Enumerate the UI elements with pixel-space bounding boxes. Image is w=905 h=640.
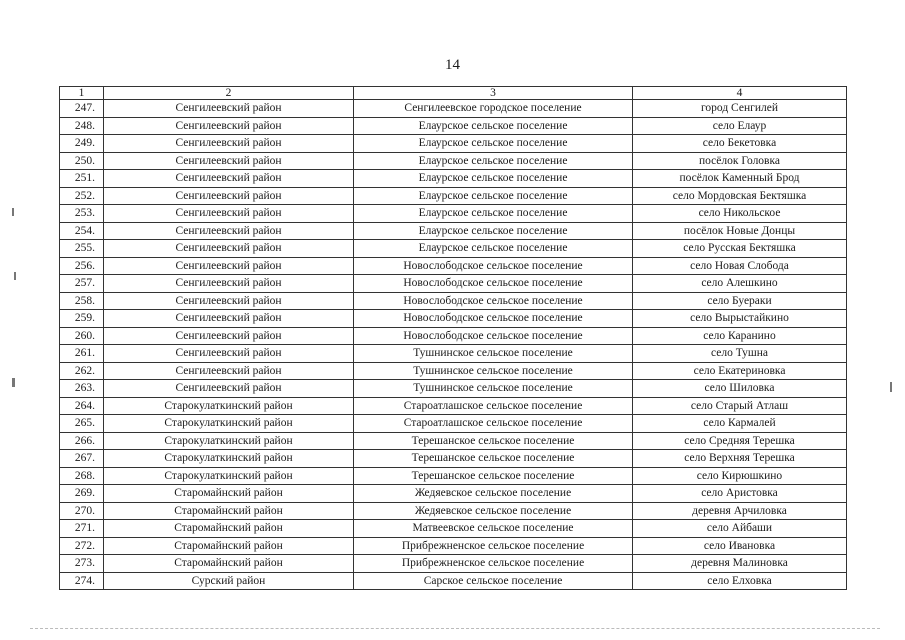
table-row xyxy=(60,187,847,205)
table-row xyxy=(60,240,847,258)
locality-cell: деревня Арчиловка xyxy=(633,502,847,520)
locality-cell: село Ивановка xyxy=(633,537,847,555)
district-cell: Сурский район xyxy=(104,572,354,590)
district-cell: Старомайнский район xyxy=(104,502,354,520)
locality-cell: село Старый Атлаш xyxy=(633,397,847,415)
district-cell: Сенгилеевский район xyxy=(104,310,354,328)
table-row xyxy=(60,257,847,275)
row-number-cell: 263. xyxy=(60,380,104,398)
district-cell: Сенгилеевский район xyxy=(104,240,354,258)
column-header: 3 xyxy=(354,87,633,100)
settlement-cell: Староатлашское сельское поселение xyxy=(354,415,633,433)
row-number-cell: 272. xyxy=(60,537,104,555)
row-number-cell: 262. xyxy=(60,362,104,380)
settlement-cell: Жедяевское сельское поселение xyxy=(354,502,633,520)
table-row xyxy=(60,415,847,433)
settlement-cell: Елаурское сельское поселение xyxy=(354,135,633,153)
settlement-cell: Елаурское сельское поселение xyxy=(354,240,633,258)
table-row xyxy=(60,397,847,415)
row-number-cell: 271. xyxy=(60,520,104,538)
district-cell: Сенгилеевский район xyxy=(104,170,354,188)
settlements-table xyxy=(59,86,847,590)
table-body xyxy=(60,100,847,590)
row-number-cell: 269. xyxy=(60,485,104,503)
table-row xyxy=(60,432,847,450)
scan-mark xyxy=(12,378,15,387)
settlement-cell: Елаурское сельское поселение xyxy=(354,152,633,170)
table-row xyxy=(60,327,847,345)
row-number-cell: 273. xyxy=(60,555,104,573)
settlement-cell: Сарское сельское поселение xyxy=(354,572,633,590)
settlement-cell: Прибрежненское сельское поселение xyxy=(354,555,633,573)
settlement-cell: Сенгилеевское городское поселение xyxy=(354,100,633,118)
row-number-cell: 256. xyxy=(60,257,104,275)
table-row xyxy=(60,572,847,590)
locality-cell: посёлок Головка xyxy=(633,152,847,170)
scan-edge-noise xyxy=(30,628,880,630)
settlement-cell: Елаурское сельское поселение xyxy=(354,170,633,188)
settlement-cell: Новослободское сельское поселение xyxy=(354,257,633,275)
table-row xyxy=(60,310,847,328)
settlement-cell: Терешанское сельское поселение xyxy=(354,467,633,485)
locality-cell: село Елховка xyxy=(633,572,847,590)
table-row xyxy=(60,117,847,135)
settlement-cell: Жедяевское сельское поселение xyxy=(354,485,633,503)
table-row xyxy=(60,152,847,170)
district-cell: Сенгилеевский район xyxy=(104,292,354,310)
table-row xyxy=(60,362,847,380)
district-cell: Старомайнский район xyxy=(104,537,354,555)
table-row xyxy=(60,275,847,293)
district-cell: Старокулаткинский район xyxy=(104,415,354,433)
settlement-cell: Терешанское сельское поселение xyxy=(354,450,633,468)
district-cell: Старокулаткинский район xyxy=(104,467,354,485)
settlement-cell: Новослободское сельское поселение xyxy=(354,327,633,345)
locality-cell: село Буераки xyxy=(633,292,847,310)
table-row xyxy=(60,380,847,398)
district-cell: Сенгилеевский район xyxy=(104,362,354,380)
row-number-cell: 266. xyxy=(60,432,104,450)
locality-cell: село Тушна xyxy=(633,345,847,363)
table-row xyxy=(60,502,847,520)
locality-cell: посёлок Каменный Брод xyxy=(633,170,847,188)
settlement-cell: Елаурское сельское поселение xyxy=(354,187,633,205)
row-number-cell: 255. xyxy=(60,240,104,258)
locality-cell: село Айбаши xyxy=(633,520,847,538)
row-number-cell: 274. xyxy=(60,572,104,590)
settlement-cell: Елаурское сельское поселение xyxy=(354,117,633,135)
locality-cell: село Каранино xyxy=(633,327,847,345)
row-number-cell: 252. xyxy=(60,187,104,205)
locality-cell: село Средняя Терешка xyxy=(633,432,847,450)
table-row xyxy=(60,345,847,363)
district-cell: Сенгилеевский район xyxy=(104,257,354,275)
page-number: 14 xyxy=(445,57,460,73)
district-cell: Старомайнский район xyxy=(104,520,354,538)
locality-cell: село Аристовка xyxy=(633,485,847,503)
locality-cell: село Шиловка xyxy=(633,380,847,398)
district-cell: Сенгилеевский район xyxy=(104,205,354,223)
row-number-cell: 260. xyxy=(60,327,104,345)
scan-mark xyxy=(12,208,14,216)
row-number-cell: 258. xyxy=(60,292,104,310)
locality-cell: село Елаур xyxy=(633,117,847,135)
row-number-cell: 250. xyxy=(60,152,104,170)
district-cell: Сенгилеевский район xyxy=(104,187,354,205)
row-number-cell: 268. xyxy=(60,467,104,485)
settlement-cell: Тушнинское сельское поселение xyxy=(354,345,633,363)
table-row xyxy=(60,537,847,555)
district-cell: Старомайнский район xyxy=(104,485,354,503)
settlement-cell: Тушнинское сельское поселение xyxy=(354,362,633,380)
column-header: 2 xyxy=(104,87,354,100)
district-cell: Старомайнский район xyxy=(104,555,354,573)
district-cell: Сенгилеевский район xyxy=(104,327,354,345)
locality-cell: село Кирюшкино xyxy=(633,467,847,485)
locality-cell: село Мордовская Бектяшка xyxy=(633,187,847,205)
scan-mark xyxy=(890,382,892,392)
table-row xyxy=(60,205,847,223)
locality-cell: село Бекетовка xyxy=(633,135,847,153)
row-number-cell: 251. xyxy=(60,170,104,188)
locality-cell: село Кармалей xyxy=(633,415,847,433)
district-cell: Сенгилеевский район xyxy=(104,152,354,170)
locality-cell: село Новая Слобода xyxy=(633,257,847,275)
column-header: 4 xyxy=(633,87,847,100)
row-number-cell: 254. xyxy=(60,222,104,240)
settlement-cell: Терешанское сельское поселение xyxy=(354,432,633,450)
table-row xyxy=(60,555,847,573)
row-number-cell: 247. xyxy=(60,100,104,118)
row-number-cell: 270. xyxy=(60,502,104,520)
table-row xyxy=(60,170,847,188)
locality-cell: посёлок Новые Донцы xyxy=(633,222,847,240)
row-number-cell: 253. xyxy=(60,205,104,223)
district-cell: Сенгилеевский район xyxy=(104,222,354,240)
table-row xyxy=(60,520,847,538)
row-number-cell: 257. xyxy=(60,275,104,293)
locality-cell: село Екатериновка xyxy=(633,362,847,380)
table-row xyxy=(60,100,847,118)
row-number-cell: 249. xyxy=(60,135,104,153)
settlement-cell: Матвеевское сельское поселение xyxy=(354,520,633,538)
locality-cell: село Русская Бектяшка xyxy=(633,240,847,258)
district-cell: Сенгилеевский район xyxy=(104,380,354,398)
row-number-cell: 264. xyxy=(60,397,104,415)
table-row xyxy=(60,135,847,153)
settlement-cell: Новослободское сельское поселение xyxy=(354,292,633,310)
table-row xyxy=(60,450,847,468)
settlement-cell: Новослободское сельское поселение xyxy=(354,310,633,328)
locality-cell: село Вырыстайкино xyxy=(633,310,847,328)
settlement-cell: Елаурское сельское поселение xyxy=(354,222,633,240)
district-cell: Сенгилеевский район xyxy=(104,100,354,118)
row-number-cell: 261. xyxy=(60,345,104,363)
row-number-cell: 267. xyxy=(60,450,104,468)
locality-cell: деревня Малиновка xyxy=(633,555,847,573)
settlement-cell: Тушнинское сельское поселение xyxy=(354,380,633,398)
locality-cell: село Никольское xyxy=(633,205,847,223)
settlement-cell: Прибрежненское сельское поселение xyxy=(354,537,633,555)
district-cell: Старокулаткинский район xyxy=(104,397,354,415)
row-number-cell: 259. xyxy=(60,310,104,328)
district-cell: Сенгилеевский район xyxy=(104,135,354,153)
table-row xyxy=(60,292,847,310)
table-row xyxy=(60,485,847,503)
locality-cell: село Алешкино xyxy=(633,275,847,293)
column-header: 1 xyxy=(60,87,104,100)
row-number-cell: 265. xyxy=(60,415,104,433)
district-cell: Старокулаткинский район xyxy=(104,432,354,450)
settlement-cell: Новослободское сельское поселение xyxy=(354,275,633,293)
locality-cell: село Верхняя Терешка xyxy=(633,450,847,468)
table-row xyxy=(60,222,847,240)
scan-mark xyxy=(14,272,16,280)
district-cell: Сенгилеевский район xyxy=(104,345,354,363)
district-cell: Сенгилеевский район xyxy=(104,117,354,135)
settlement-cell: Староатлашское сельское поселение xyxy=(354,397,633,415)
settlement-cell: Елаурское сельское поселение xyxy=(354,205,633,223)
district-cell: Старокулаткинский район xyxy=(104,450,354,468)
district-cell: Сенгилеевский район xyxy=(104,275,354,293)
table-header-row xyxy=(60,87,847,100)
row-number-cell: 248. xyxy=(60,117,104,135)
locality-cell: город Сенгилей xyxy=(633,100,847,118)
table-row xyxy=(60,467,847,485)
